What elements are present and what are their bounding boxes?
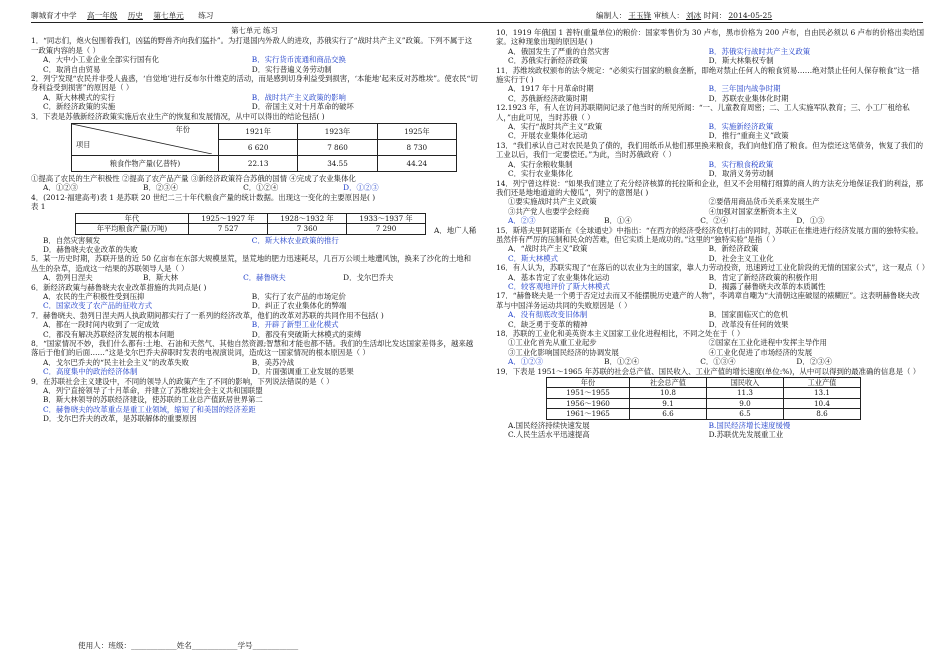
option[interactable]: C．较客观地评价了斯大林模式 [508, 281, 610, 291]
option[interactable]: B.国民经济增长速度缓慢 [708, 420, 791, 430]
option[interactable]: A．实行“战时共产主义”政策 [508, 122, 603, 132]
option[interactable]: A．农民的生产积极性受到压抑 [43, 291, 145, 301]
option[interactable]: C．开展农业集体化运动 [508, 131, 588, 141]
t19-header: 国民收入 [707, 378, 784, 388]
option[interactable]: C．①②④ [243, 183, 279, 193]
option[interactable]: D．戈尔巴乔夫的改革，是苏联解体的重要原因 [43, 414, 197, 424]
table-q4 [75, 213, 426, 235]
option[interactable]: A．戈尔巴乔夫的“民主社会主义”的改革失败 [43, 357, 189, 367]
option[interactable]: A.国民经济持续快速发展 [508, 420, 590, 430]
question [31, 339, 478, 377]
option[interactable]: B．①④ [604, 216, 632, 226]
school-name: 聊城育才中学 [31, 11, 77, 20]
t19-cell: 10.4 [784, 398, 861, 408]
header-right [596, 10, 772, 21]
option[interactable]: ④工业化促进了市场经济的发展 [708, 347, 813, 357]
t19-header: 社会总产值 [630, 378, 707, 388]
row2-value-3: 44.24 [377, 156, 456, 172]
unit-label: 第七单元 [153, 11, 184, 20]
option[interactable]: B．战时共产主义政策的影响 [251, 92, 346, 102]
question [31, 254, 478, 282]
right-questions [496, 28, 926, 216]
question [31, 112, 478, 121]
table-q19 [546, 377, 861, 420]
option[interactable]: C．实行农业集体化 [508, 169, 573, 179]
option[interactable]: B．自然灾害频发 [43, 235, 101, 245]
question-text: 15．斯塔夫里阿诺斯在《全球通史》中指出：“在西方的经济受经济危机打击的同时，苏联正在推进进行经济发展方面的独特实验。虽然伴有严厉的压制和民众的苦难，但它实质上是成功的。”这里的“独特实验”是指（ ） [496, 225, 924, 244]
left-questions-2 [31, 254, 478, 423]
question [496, 179, 926, 217]
t19-header: 工业产值 [784, 378, 861, 388]
option[interactable]: B．实施新经济政策 [708, 122, 774, 132]
question-text: 17．“赫鲁晓夫是一个勇于否定过去而又不能摆脱历史遗产的人物”，李鸿章自嘲为“大清朝这座破屋的裱糊匠”。这表明赫鲁晓夫改革与中国洋务运动共同的失败原因是（ ） [496, 291, 920, 310]
question [31, 36, 478, 74]
options [31, 320, 478, 339]
table-q3 [71, 123, 457, 172]
q3-statements: ①提高了农民的生产积极性 ②提高了农产品产量 ③新经济政策符合苏俄的国情 ④完成了农业集体化 [31, 174, 356, 184]
option[interactable]: B．新经济政策 [708, 244, 759, 254]
options [496, 338, 926, 357]
question-text: 8．“国家情况不妙，我们什么都有:土地、石油和天然气、其他自然资源;智慧和才能也都不错。我们的生活却比发达国家差得多，越来越落后于他们的后面……”这是戈尔巴乔夫辞职时发表的电视演说词，造成这一国家情况的根本原因是（ ） [31, 338, 474, 358]
option[interactable]: C．斯大林农业政策的推行 [251, 235, 339, 245]
option[interactable]: C．赫鲁晓夫 [243, 273, 286, 283]
options [496, 273, 926, 292]
question [31, 283, 478, 311]
question-text: 14．列宁曾这样说：“如果我们建立了充分经济核算的托拉斯和企业，但又不会用精打细算的商人的方法充分地保证我们的利益，那我们还是地地道道的大傻瓜”，列宁的意图是( ) [496, 178, 924, 197]
header-divider [31, 22, 923, 23]
question-text: 9．在苏联社会主义建设中，不同的领导人的政策产生了不同的影响，下列说法错误的是（ ） [31, 376, 334, 386]
row2-label: 粮食作物产量(亿普特) [72, 156, 219, 172]
question [496, 103, 926, 141]
right-column [496, 28, 930, 440]
option[interactable]: B．实行了农产品的市场定价 [251, 291, 346, 301]
option[interactable]: D．帝国主义对十月革命的破坏 [251, 102, 354, 112]
option[interactable]: A．①②③ [508, 357, 543, 367]
subject-label: 历史 [127, 11, 143, 20]
option[interactable]: B．实行粮食税政策 [708, 159, 774, 169]
footer-user-line[interactable]: 使用人：班级：____________姓名____________学号____________ [78, 641, 299, 650]
question-text: 3．下表是苏俄新经济政策实施后农业生产的恢复和发展情况，从中可以得出的结论包括( ) [31, 111, 325, 121]
question-text: 10．1919 年俄国 1 普特(重量单位)的粮价：国家零售价为 30 卢布，黑市价格为 200 卢布，自由民必须以 6 卢布的价格出卖给国家。这种现象出现的原因是( ) [496, 28, 925, 47]
q4-table-row [31, 212, 478, 236]
t19-cell: 9.0 [707, 398, 784, 408]
t4-h0: 年代 [76, 213, 189, 223]
reviewer-label: 审核人： [653, 11, 684, 20]
year-2: 1923年 [298, 124, 377, 140]
option[interactable]: C．高度集中的政治经济体制 [43, 367, 138, 377]
option[interactable]: C．②④ [700, 216, 729, 226]
option[interactable]: A．②③ [508, 216, 536, 226]
row2-value-2: 34.55 [298, 156, 377, 172]
row2-value-1: 22.13 [219, 156, 298, 172]
t19-cell: 10.8 [630, 388, 707, 398]
option[interactable]: D.苏联优先发展重工业 [708, 430, 784, 440]
option[interactable]: D．纠正了农业集体化的弊端 [251, 301, 347, 311]
option[interactable]: ③工业化影响国民经济的协调发展 [508, 347, 619, 357]
option[interactable]: B．实行货币流通和商品交换 [251, 55, 346, 65]
editor-name: 王玉锋 [628, 11, 652, 20]
option[interactable]: D．片面强调重工业发展的恶果 [251, 367, 354, 377]
t4-h3: 1933～1937 年 [347, 213, 426, 223]
question-text: 6．新经济政策与赫鲁晓夫农业改革措施的共同点是( ) [31, 282, 207, 292]
option[interactable]: B．斯大林 [143, 273, 179, 283]
option[interactable]: D．推行“重商主义”政策 [708, 131, 789, 141]
option[interactable]: C．苏俄实行新经济政策 [508, 56, 588, 66]
time-value: 2014-05-25 [728, 11, 773, 20]
table-q3-corner [72, 124, 219, 156]
option[interactable]: D．苏联农业集体化时期 [708, 93, 789, 103]
question-text: 18．苏联的工业化和美英资本主义国家工业化进程相比，不同之处在于（ ） [496, 329, 745, 338]
option[interactable]: ④加强对国家垄断资本主义 [708, 206, 798, 216]
option[interactable]: A．俄国发生了严重的自然灾害 [508, 46, 610, 56]
diagonal-line [72, 124, 212, 154]
option[interactable]: C．①③④ [700, 357, 736, 367]
right-questions-2 [496, 225, 930, 358]
left-column [31, 28, 478, 424]
t19-cell: 1961～1965 [547, 409, 630, 419]
corner-top: 年份 [175, 125, 190, 135]
option[interactable]: D．①③ [796, 216, 825, 226]
options [496, 197, 926, 216]
left-questions [31, 36, 478, 121]
question [496, 66, 926, 104]
option[interactable]: A．列宁直接领导了十月革命，并建立了苏维埃社会主义共和国联盟 [43, 386, 263, 395]
time-label: 时间： [703, 11, 727, 20]
option[interactable]: A．没有彻底改变旧体制 [508, 310, 588, 320]
question [496, 226, 926, 264]
option[interactable]: D．取消义务劳动制 [708, 169, 774, 179]
question [496, 329, 926, 357]
t19-cell: 11.3 [707, 388, 784, 398]
option[interactable]: D．都没有突破斯大林模式的束缚 [251, 329, 362, 339]
option[interactable]: ②国家在工业化进程中发挥主导作用 [708, 338, 827, 348]
option[interactable]: D．①②③ [343, 183, 379, 193]
value-1: 6 620 [219, 140, 298, 156]
question [496, 263, 930, 291]
options [496, 122, 926, 141]
t19-cell: 9.1 [630, 398, 707, 408]
options [496, 47, 926, 66]
options [31, 55, 478, 74]
t19-cell: 1951～1955 [547, 388, 630, 398]
year-3: 1925年 [377, 124, 456, 140]
corner-bottom: 项目 [76, 139, 91, 149]
option[interactable]: B．②③④ [143, 183, 179, 193]
question-text: 5．某一历史时期，苏联开垦的近 50 亿亩布在东部大规模垦荒，垦荒地的肥力迅速耗尽，几百万公顷土地遭风蚀，换来了沙化的土地和丛生的杂草，造成这一结果的苏联领导人是（ ） [31, 254, 472, 273]
question-text: 12.1923 年，有人在访问苏联期间记录了他当时的所见所闻：“一、儿童教育周密；二、工人实施军队教育；三、小工厂租给私人，”由此可见，当时苏俄（ ） [496, 103, 910, 122]
year-1: 1921年 [219, 124, 298, 140]
question-text: 1．“同志们，炮火包围着我们，凶猛的野兽齐向我们猛扑”。为打退国内外敌人的进攻，苏俄实行了“战时共产主义”政策。下列不属于这一政策内容的是（ ） [31, 36, 473, 55]
options [31, 292, 478, 311]
option[interactable]: B．苏俄实行战时共产主义政策 [708, 46, 811, 56]
option[interactable]: A．勃列日涅夫 [43, 273, 93, 283]
option[interactable]: D．社会主义工业化 [708, 253, 774, 263]
question [31, 74, 478, 112]
options [496, 160, 926, 179]
option[interactable]: ①工业化首先从重工业起步 [508, 338, 597, 348]
option[interactable]: A．1917 年十月革命时期 [508, 84, 594, 94]
question-text: 13．“我们承认自己对农民是负了债的，我们用纸币从他们那里换来粮食，我们向他们借了粮食。但为偿还这笔债务，恢复了我们的工业以后，我们一定要偿还。”为此，当时苏俄政府（ ） [496, 140, 924, 160]
t4-r0: 年平均粮食产量(万吨) [76, 224, 189, 234]
question [496, 28, 926, 66]
option[interactable]: C．新经济政策的实施 [43, 102, 116, 112]
t4-h2: 1928～1932 年 [268, 213, 347, 223]
option[interactable]: B．肯定了新经济政策的积极作用 [708, 272, 818, 282]
t19-cell: 1956～1960 [547, 398, 630, 408]
t4-h1: 1925～1927 年 [189, 213, 268, 223]
option[interactable]: ②要借用商品货币关系来发展生产 [708, 197, 820, 207]
q19-options [496, 421, 926, 440]
question [496, 141, 926, 179]
page-title: 第七单元 练习 [231, 26, 278, 35]
option[interactable]: B．美苏冷战 [251, 357, 295, 367]
t19-cell: 6.6 [630, 409, 707, 419]
t19-header: 年份 [547, 378, 630, 388]
options [31, 93, 478, 112]
q18-options [496, 357, 926, 366]
options [31, 386, 478, 424]
option[interactable]: A．地广人稀 [434, 226, 477, 236]
question-text: 11．苏维埃政权颁布的法令规定：“必须实行国家的粮食垄断，即绝对禁止任何人的粮食贸易……绝对禁止任何人保存粮食”这一措施实行于( ) [496, 65, 920, 85]
question [31, 311, 478, 339]
option[interactable]: B．开辟了新型工业化模式 [251, 320, 339, 330]
q4-text: 4．(2012·福建高考)表 1 是苏联 20 世纪二三十年代粮食产量的统计数据。出现这一变化的主要原因是( ) [31, 192, 376, 202]
option[interactable]: ①要实施战时共产主义政策 [508, 197, 597, 207]
t4-r1: 7 527 [189, 224, 268, 234]
option[interactable]: C．国家改变了农产品的征收方式 [43, 301, 153, 311]
option[interactable]: D．揭露了赫鲁晓夫改革的本质属性 [708, 281, 826, 291]
option[interactable]: B．三年国内战争时期 [708, 84, 781, 94]
option[interactable]: ③共产党人也要学会经商 [508, 206, 590, 216]
type-label: 练习 [198, 11, 214, 20]
option[interactable]: A．①②③ [43, 183, 78, 193]
option[interactable]: D．戈尔巴乔夫 [343, 273, 394, 283]
t4-r2: 7 360 [268, 224, 347, 234]
header-left [31, 10, 213, 21]
options [496, 244, 926, 263]
option[interactable]: B．国家面临灭亡的危机 [708, 310, 788, 320]
option[interactable]: D．斯大林集权专制 [708, 56, 774, 66]
table-q4-caption: 表 1 [31, 202, 46, 212]
options [496, 310, 926, 329]
reviewer-name: 刘冰 [685, 11, 702, 20]
question-text: 16．有人认为，苏联实现了“在落后的以农业为主的国家，靠人力劳动投资，迅速跨过工业化阶段的无情的国家公式”，这一观点（ ） [496, 263, 930, 273]
option[interactable]: A．大中小工业企业全部实行国有化 [43, 55, 160, 65]
options [31, 358, 478, 377]
option[interactable]: D．实行普遍义务劳动制 [251, 64, 332, 74]
option[interactable]: A．实行余粮收集制 [508, 159, 573, 169]
q14-options [496, 216, 926, 225]
question-text: 2．列宁发现“农民并非受人蛊惑，‘自觉地’进行反布尔什维克的活动，而是感到切身利益受到损害，‘本能地’起来反对苏维埃”。使农民“切身利益受到损害”的原因是（ ） [31, 74, 478, 93]
option[interactable]: D．赫鲁晓夫农业改革的失败 [43, 244, 138, 254]
option[interactable]: C．都没有解决苏联经济发展的根本问题 [43, 329, 175, 339]
option[interactable]: C．斯大林模式 [508, 253, 558, 263]
option[interactable]: C.人民生活水平迅速提高 [508, 430, 590, 440]
option[interactable]: D．②③④ [796, 357, 832, 367]
t4-r3: 7 290 [347, 224, 426, 234]
option[interactable]: A．“战时共产主义”政策 [508, 244, 588, 254]
question [496, 291, 926, 329]
t19-cell: 6.5 [707, 409, 784, 419]
option[interactable]: C．取消自由贸易 [43, 64, 101, 74]
value-2: 7 860 [298, 140, 377, 156]
q3-options [31, 183, 478, 192]
option[interactable]: A．都在一段时间内收到了一定成效 [43, 320, 160, 330]
option[interactable]: B．①②④ [604, 357, 640, 367]
options [31, 273, 478, 282]
option[interactable]: A．基本肯定了农业集体化运动 [508, 272, 610, 282]
option[interactable]: B．斯大林领导的苏联经济建设，使苏联的工业总产值跃居世界第二 [43, 395, 263, 405]
q19-text: 19．下表是 1951～1965 年苏联的社会总产值、国民收入、工业产值的增长速度(单位:%)，从中可以得到的最准确的信息是（ ） [496, 366, 921, 376]
option[interactable]: C．缺乏勇于变革的精神 [508, 319, 588, 329]
t19-cell: 8.6 [784, 409, 861, 419]
value-3: 8 730 [377, 140, 456, 156]
option[interactable]: C．苏俄新经济政策时期 [508, 93, 588, 103]
option[interactable]: D．改革没有任何的效果 [708, 319, 789, 329]
t19-cell: 13.1 [784, 388, 861, 398]
option[interactable]: A．斯大林模式的实行 [43, 92, 115, 102]
question [31, 377, 478, 424]
options [496, 84, 926, 103]
question-text: 7．赫鲁晓夫、勃列日涅夫两人执政期间都实行了一系列的经济改革，他们的改革对苏联的共同作用不包括( ) [31, 310, 384, 320]
grade-label: 高一年级 [86, 11, 118, 20]
option[interactable]: C．赫鲁晓夫的改革重点是重工业领域，缩短了和美国的经济差距 [43, 404, 256, 414]
q4-options [31, 236, 478, 255]
editor-label: 编制人： [596, 11, 627, 20]
